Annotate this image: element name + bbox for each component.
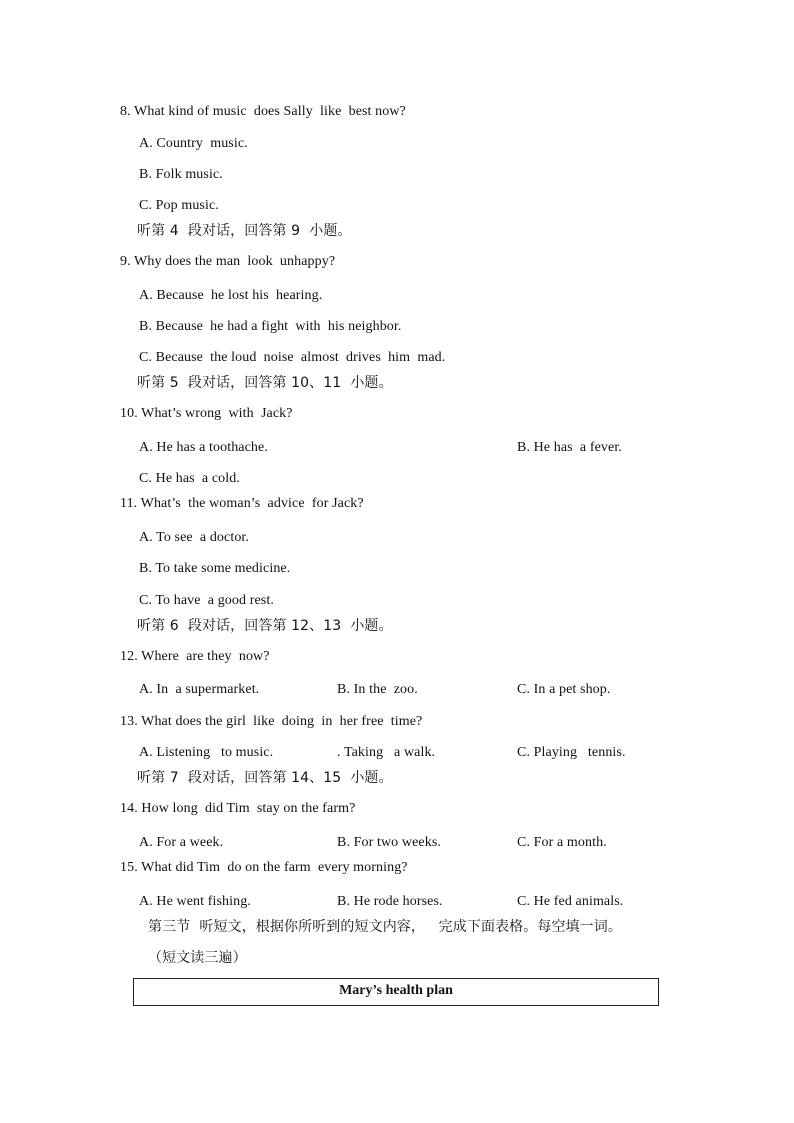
q15-option-b: B. He rode horses. [337,894,443,909]
q11-option-b: B. To take some medicine. [139,561,291,576]
q10-option-a: A. He has a toothache. [139,440,268,455]
question-13: 13. What does the girl like doing in her free time? [120,714,423,729]
section-header-dialogue-4: 听第 4 段对话，回答第 9 小题。 [137,223,352,239]
q12-option-c: C. In a pet shop. [517,682,611,697]
section-header-dialogue-7: 听第 7 段对话，回答第 14、15 小题。 [137,770,393,786]
section-header-dialogue-5: 听第 5 段对话，回答第 10、11 小题。 [137,375,393,391]
q14-option-c: C. For a month. [517,835,607,850]
q12-option-b: B. In the zoo. [337,682,418,697]
q14-option-a: A. For a week. [139,835,224,850]
question-12: 12. Where are they now? [120,649,270,664]
question-11: 11. What’s the woman’s advice for Jack? [120,496,364,511]
section-3-note: （短文读三遍） [148,950,247,966]
q9-option-c: C. Because the loud noise almost drives him mad. [139,350,446,365]
question-14: 14. How long did Tim stay on the farm? [120,801,356,816]
q11-option-a: A. To see a doctor. [139,530,250,545]
q15-option-c: C. He fed animals. [517,894,624,909]
table-title: Mary’s health plan [339,983,453,998]
q13-option-b: . Taking a walk. [337,745,436,760]
q10-option-b: B. He has a fever. [517,440,622,455]
q8-option-c: C. Pop music. [139,198,219,213]
question-8: 8. What kind of music does Sally like best now? [120,104,406,119]
q13-option-a: A. Listening to music. [139,745,274,760]
q9-option-a: A. Because he lost his hearing. [139,288,323,303]
q8-option-b: B. Folk music. [139,167,223,182]
q13-option-c: C. Playing tennis. [517,745,626,760]
question-10: 10. What’s wrong with Jack? [120,406,293,421]
q15-option-a: A. He went fishing. [139,894,251,909]
question-9: 9. Why does the man look unhappy? [120,254,336,269]
q14-option-b: B. For two weeks. [337,835,441,850]
q11-option-c: C. To have a good rest. [139,593,274,608]
section-header-dialogue-6: 听第 6 段对话，回答第 12、13 小题。 [137,618,393,634]
section-3-instruction: 第三节 听短文，根据你所听到的短文内容， 完成下面表格。每空填一词。 [148,919,622,935]
health-plan-table [133,978,659,1006]
q10-option-c: C. He has a cold. [139,471,240,486]
q12-option-a: A. In a supermarket. [139,682,260,697]
q8-option-a: A. Country music. [139,136,248,151]
q9-option-b: B. Because he had a fight with his neighbor. [139,319,402,334]
question-15: 15. What did Tim do on the farm every morning? [120,860,408,875]
